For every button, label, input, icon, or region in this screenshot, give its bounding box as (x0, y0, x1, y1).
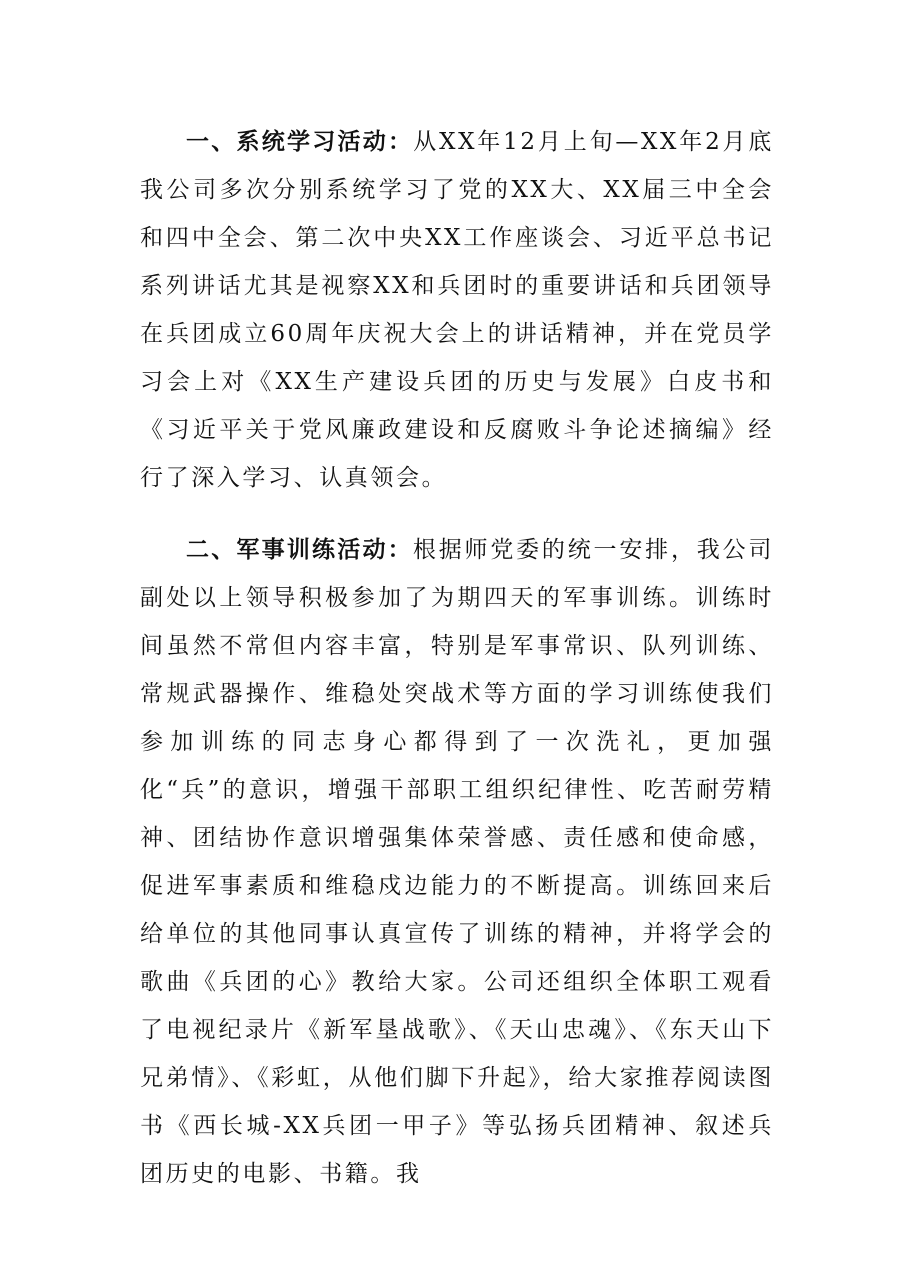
section-2-heading: 二、军事训练活动： (186, 537, 413, 563)
section-2-body: 根据师党委的统一安排，我公司副处以上领导积极参加了为期四天的军事训练。训练时间虽然不常但内容丰富，特别是军事常识、队列训练、常规武器操作、维稳处突战术等方面的学习训练使我们参加训练的同志身心都得到了一次洗礼，更加强化“兵”的意识，增强干部职工组织纪律性、吃苦耐劳精神、团结协作意识增强集体荣誉感、责任感和使命感，促进军事素质和维稳戍边能力的不断提高。训练回来后给单位的其他同事认真宣传了训练的精神，并将学会的歌曲《兵团的心》教给大家。公司还组织全体职工观看了电视纪录片《新军垦战歌》、《天山忠魂》、《东天山下兄弟情》、《彩虹，从他们脚下升起》，给大家推荐阅读图书《西长城-XX兵团一甲子》等弘扬兵团精神、叙述兵团历史的电影、书籍。我 (140, 537, 775, 1187)
document-body (140, 118, 774, 1198)
section-1-body: 从XX年12月上旬—XX年2月底我公司多次分别系统学习了党的XX大、XX届三中全会和四中全会、第二次中央XX工作座谈会、习近平总书记系列讲话尤其是视察XX和兵团时的重要讲话和兵团领导在兵团成立60周年庆祝大会上的讲话精神，并在党员学习会上对《XX生产建设兵团的历史与发展》白皮书和《习近平关于党风廉政建设和反腐败斗争论述摘编》经行了深入学习、认真领会。 (140, 129, 774, 491)
section-1-paragraph (140, 118, 774, 502)
section-2-paragraph (140, 526, 774, 1198)
section-1-heading: 一、系统学习活动： (186, 129, 414, 155)
